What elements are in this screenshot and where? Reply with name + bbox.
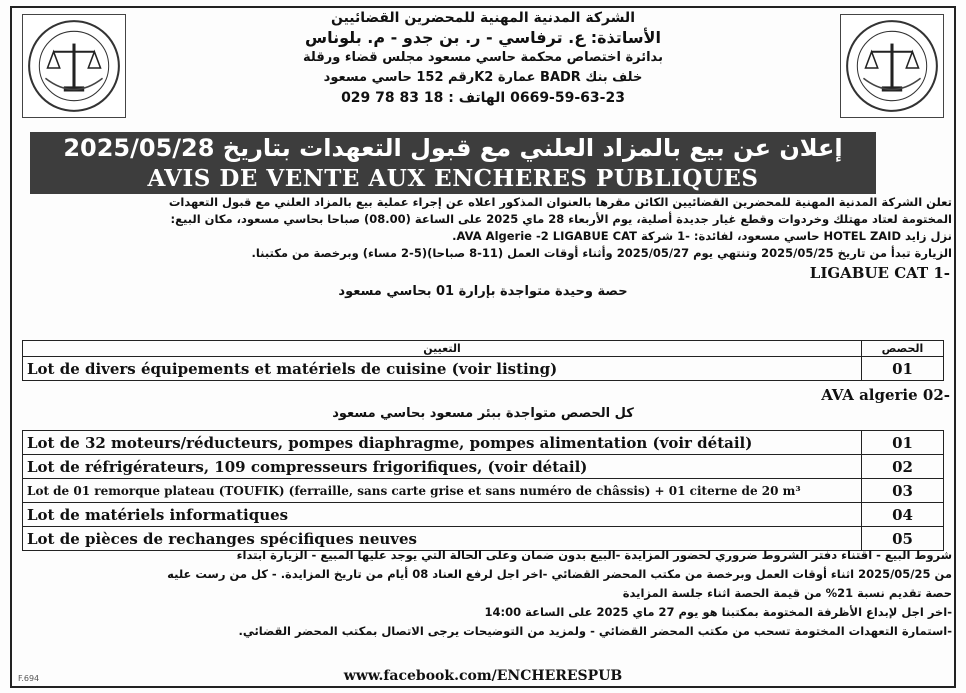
header bbox=[12, 8, 954, 130]
section-2-title: AVA algerie 02- bbox=[821, 386, 950, 404]
condition-line: -اخر اجل لإبداع الأظرفة المختومة بمكتبنا هو يوم 27 ماي 2025 على الساعة 14:00 bbox=[484, 605, 952, 619]
title-arabic: إعلان عن بيع بالمزاد العلني مع قبول التعهدات بتاريخ 2025/05/28 bbox=[30, 132, 876, 164]
lot-description: Lot de 32 moteurs/réducteurs, pompes diaphragme, pompes alimentation (voir détail) bbox=[23, 431, 862, 455]
lot-description: Lot de matériels informatiques bbox=[23, 503, 862, 527]
table-row bbox=[23, 455, 944, 479]
jurisdiction: بدائرة اختصاص محكمة حاسي مسعود مجلس قضاء ورقلة bbox=[303, 50, 663, 65]
lots-table-2 bbox=[22, 430, 944, 551]
condition-line: -استمارة التعهدات المختومة تسحب من مكتب المحضر القضائي - ولمزيد من التوضيحات يرجى الاتصال بمكتب المحضر القضائي. bbox=[238, 624, 952, 638]
condition-line: من 2025/05/25 اثناء أوقات العمل وبرخصة من مكتب المحضر القضائي -اخر اجل لرفع العناد 08 أيام من تاريخ المزايدة. - كل من رست عليه bbox=[167, 567, 952, 581]
lot-description: Lot de pièces de rechanges spécifiques neuves bbox=[23, 527, 862, 551]
justice-seal-icon bbox=[22, 14, 126, 118]
section-2-location: كل الحصص متواجدة ببئر مسعود بحاسي مسعود bbox=[332, 406, 634, 421]
sale-conditions bbox=[14, 546, 952, 641]
office-address: خلف بنك BADR عمارة K2رقم 152 حاسي مسعود bbox=[323, 70, 643, 85]
condition-line: حصة تقديم نسبة 21% من قيمة الحصة اثناء جلسة المزايدة bbox=[622, 586, 952, 600]
facebook-link[interactable]: www.facebook.com/ENCHERESPUB bbox=[343, 668, 623, 684]
condition-line: شروط البيع - اقتناء دفتر الشروط ضروري لحضور المزايدة -البيع بدون ضمان وعلى الحالة التي يوجد عليها المبيع - الزيارة ابتداء bbox=[236, 548, 952, 562]
intro-line: الزيارة تبدأ من تاريخ 2025/05/25 وتنتهي يوم 2025/05/27 وأثناء أوقات العمل (11-8 صباحا)(5-2 مساء) وبرخصة من مكتبنا. bbox=[251, 246, 952, 260]
company-name: الشركة المدنية المهنية للمحضرين القضائيين bbox=[330, 10, 635, 26]
lot-description: Lot de 01 remorque plateau (TOUFIK) (ferraille, sans carte grise et sans numéro de châssis) + 01 citerne de 20 m³ bbox=[23, 479, 862, 503]
office-details bbox=[142, 8, 824, 108]
lot-description: Lot de réfrigérateurs, 109 compresseurs frigorifiques, (voir détail) bbox=[23, 455, 862, 479]
section-1-location: حصة وحيدة متواجدة بإرارة 01 بحاسي مسعود bbox=[338, 284, 628, 299]
table-row bbox=[23, 479, 944, 503]
phone-numbers: 0669-59-63-23 الهاتف : 18 83 78 029 bbox=[341, 90, 625, 106]
intro-line: نزل زايد HOTEL ZAID حاسي مسعود، لفائدة: -1 شركة AVA Algerie -2 LIGABUE CAT. bbox=[452, 229, 952, 243]
intro-line: تعلن الشركة المدنية المهنية للمحضرين القضائيين الكائن مقرها بالعنوان المذكور اعلاه عن إجراء عملية بيع بالمزاد العلني مع قبول التعهدات bbox=[168, 195, 952, 209]
column-header-description: التعيين bbox=[23, 341, 862, 357]
lot-number: 04 bbox=[862, 503, 944, 527]
table-row bbox=[23, 431, 944, 455]
lot-number: 03 bbox=[862, 479, 944, 503]
section-1-title: LIGABUE CAT 1- bbox=[809, 264, 950, 282]
reference-code: F.694 bbox=[18, 674, 40, 683]
lot-number: 02 bbox=[862, 455, 944, 479]
intro-paragraph bbox=[14, 194, 952, 262]
bailiffs-names: الأساتذة: ع. ترفاسي - ر. بن جدو - م. بلوناس bbox=[305, 28, 661, 47]
lots-table-1 bbox=[22, 340, 944, 381]
lot-number: 05 bbox=[862, 527, 944, 551]
table-row bbox=[23, 503, 944, 527]
intro-line: المختومة لعتاد مهتلك وخردوات وقطع غيار جديدة أصلية، يوم الأربعاء 28 ماي 2025 على الساعة (08.00) صباحا بحاسي مسعود، مكان البيع: bbox=[170, 212, 952, 226]
title-french: AVIS DE VENTE AUX ENCHERES PUBLIQUES bbox=[30, 164, 876, 194]
justice-seal-icon bbox=[840, 14, 944, 118]
column-header-lots: الحصص bbox=[862, 341, 944, 357]
table-row bbox=[23, 357, 944, 381]
table-header-row bbox=[23, 341, 944, 357]
lot-description: Lot de divers équipements et matériels de cuisine (voir listing) bbox=[23, 357, 862, 381]
lot-number: 01 bbox=[862, 357, 944, 381]
lot-number: 01 bbox=[862, 431, 944, 455]
